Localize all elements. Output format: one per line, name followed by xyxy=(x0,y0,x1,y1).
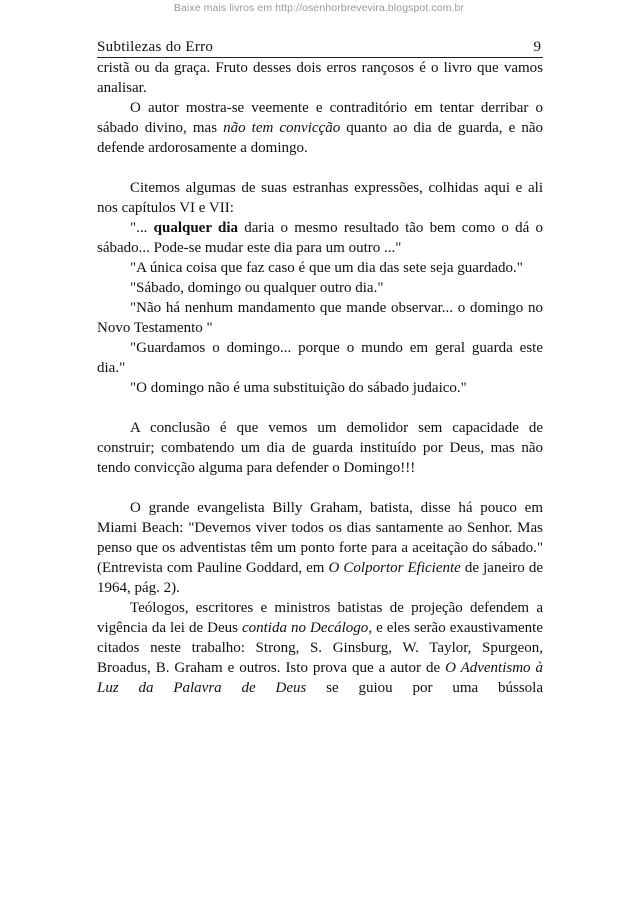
paragraph xyxy=(97,178,543,218)
paragraph xyxy=(97,338,543,378)
text-run: O grande evangelista Billy Graham, batista, disse há pouco em Miami Beach: "Devemos viver todos os dias santamente ao Senhor. Mas penso que os adventistas têm um ponto forte para a aceitação do sábado." (Entrevista com Pauline Goddard, em xyxy=(97,500,543,576)
paragraph xyxy=(97,498,543,598)
italic-text: O Adventismo à Luz da Palavra de Deus xyxy=(97,660,543,696)
bold-text: qualquer dia xyxy=(153,220,238,236)
italic-text: O Colportor Eficiente xyxy=(328,560,461,576)
italic-text: não tem convicção xyxy=(223,120,341,136)
page-number: 9 xyxy=(533,39,541,55)
download-watermark: Baixe mais livros em http://osenhorbrevevira.blogspot.com.br xyxy=(173,2,465,14)
text-run: cristã ou da graça. Fruto desses dois erros rançosos é o livro que vamos analisar. xyxy=(97,60,543,96)
text-run: se guiou por uma bússola xyxy=(306,680,544,696)
paragraph xyxy=(97,58,543,98)
text-run: "Guardamos o domingo... porque o mundo em geral guarda este dia." xyxy=(97,340,543,376)
text-run: "O domingo não é uma substituição do sábado judaico." xyxy=(130,380,467,396)
text-run: "... xyxy=(130,220,154,236)
paragraph xyxy=(97,378,543,398)
text-run: "Não há nenhum mandamento que mande observar... o domingo no Novo Testamento " xyxy=(97,300,543,336)
paragraph xyxy=(97,418,543,478)
running-header-title: Subtilezas do Erro xyxy=(97,39,214,55)
running-header xyxy=(97,37,543,58)
paragraph xyxy=(97,258,543,278)
body-text xyxy=(97,58,543,698)
text-run: de janeiro de 1964, pág. 2). xyxy=(97,560,543,596)
italic-text: contida no Decálogo xyxy=(241,620,369,636)
text-run: Citemos algumas de suas estranhas expressões, colhidas aqui e ali nos capítulos VI e VII: xyxy=(97,180,543,216)
paragraph xyxy=(97,98,543,158)
text-run: A conclusão é que vemos um demolidor sem capacidade de construir; combatendo um dia de guarda instituído por Deus, mas não tendo convicção alguma para defender o Domingo!!! xyxy=(97,420,543,476)
text-run: Teólogos, escritores e ministros batistas de projeção defendem a vigência da lei de Deus xyxy=(97,600,543,636)
text-run: quanto ao dia de guarda, e não defende ardorosamente a domingo. xyxy=(97,120,544,156)
paragraph xyxy=(97,278,543,298)
text-run: , e eles serão exaustivamente citados neste trabalho: Strong, S. Ginsburg, W. Taylor, Spurgeon, Broadus, B. Graham e outros. Isto prova que a autor de xyxy=(97,620,544,676)
text-run: daria o mesmo resultado tão bem como o dá o sábado... Pode-se mudar este dia para um outro ..." xyxy=(97,220,544,256)
text-run: "A única coisa que faz caso é que um dia das sete seja guardado." xyxy=(130,260,523,276)
text-run: O autor mostra-se veemente e contraditório em tentar derribar o sábado divino, mas xyxy=(97,100,543,136)
paragraph xyxy=(97,298,543,338)
text-run: "Sábado, domingo ou qualquer outro dia." xyxy=(130,280,384,296)
paragraph xyxy=(97,218,543,258)
paragraph xyxy=(97,598,543,698)
